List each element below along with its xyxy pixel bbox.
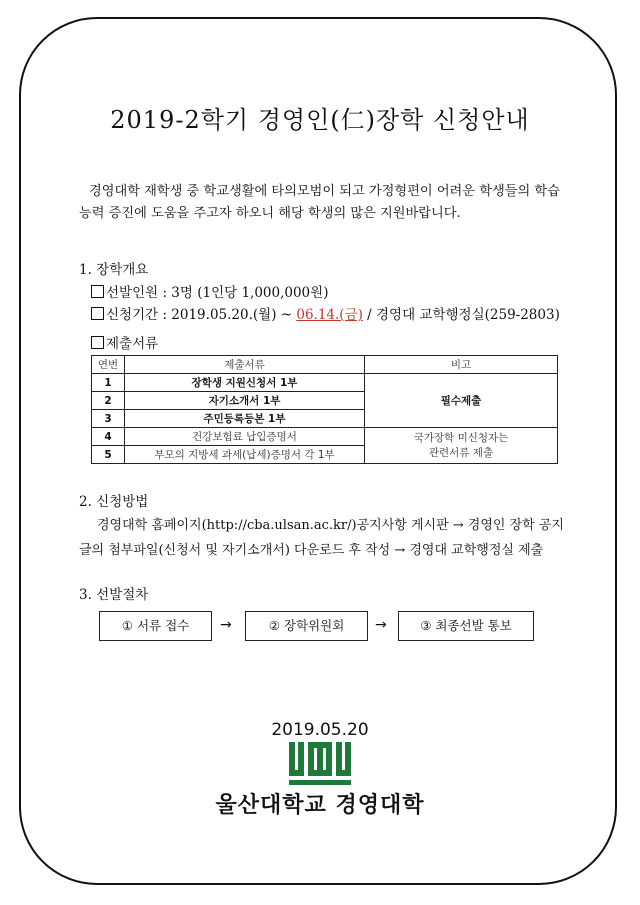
table-row: 1 장학생 지원신청서 1부 필수제출 bbox=[92, 374, 558, 392]
document-date: 2019.05.20 bbox=[271, 720, 369, 740]
checkbox-icon bbox=[91, 285, 104, 298]
checkbox-icon bbox=[91, 307, 104, 320]
period-line: 신청기간 : 2019.05.20.(월) ~ 06.14.(금) / 경영대 교학행정실(259-2803) bbox=[91, 303, 560, 323]
method-paragraph: 경영대학 홈페이지(http://cba.ulsan.ac.kr/)공지사항 게시판 → 경영인 장학 공지글의 첨부파일(신청서 및 자기소개서) 다운로드 후 작성 → 경영대 교학행정실 제출 bbox=[79, 518, 564, 558]
arrow-icon: → bbox=[220, 617, 232, 633]
documents-label: 제출서류 bbox=[91, 332, 158, 352]
table-header: 연번 bbox=[92, 356, 125, 374]
quota-line: 선발인원 : 3명 (1인당 1,000,000원) bbox=[91, 281, 328, 301]
step-committee: ② 장학위원회 bbox=[245, 611, 368, 641]
documents-table bbox=[91, 355, 558, 464]
optional-note: 국가장학 미신청자는 관련서류 제출 bbox=[365, 428, 558, 464]
section-process-heading: 3. 선발절차 bbox=[79, 587, 149, 603]
section-method-heading: 2. 신청방법 bbox=[79, 494, 149, 510]
university-logo-icon bbox=[289, 742, 351, 786]
table-row: 5 부모의 지방세 과세(납세)증명서 각 1부 bbox=[92, 446, 558, 464]
arrow-icon: → bbox=[375, 617, 387, 633]
table-row: 2 자기소개서 1부 bbox=[92, 392, 558, 410]
table-row: 4 건강보험료 납입증명서 국가장학 미신청자는 관련서류 제출 bbox=[92, 428, 558, 446]
step-final-notice: ③ 최종선발 통보 bbox=[398, 611, 534, 641]
university-name: 울산대학교 경영대학 bbox=[215, 793, 425, 818]
required-note: 필수제출 bbox=[365, 374, 558, 428]
section-overview-heading: 1. 장학개요 bbox=[79, 262, 149, 278]
intro-paragraph: 경영대학 재학생 중 학교생활에 타의모범이 되고 가정형편이 어려운 학생들의 학습능력 증진에 도움을 주고자 하오니 해당 학생의 많은 지원바랍니다. bbox=[79, 184, 560, 221]
table-header: 제출서류 bbox=[125, 356, 365, 374]
page-title: 2019-2학기 경영인(仁)장학 신청안내 bbox=[110, 106, 530, 134]
table-header: 비고 bbox=[365, 356, 558, 374]
table-header-row bbox=[92, 356, 558, 374]
table-row: 3 주민등록등본 1부 bbox=[92, 410, 558, 428]
checkbox-icon bbox=[91, 336, 104, 349]
step-document-submission: ① 서류 접수 bbox=[99, 611, 212, 641]
deadline-date: 06.14.(금) bbox=[296, 307, 363, 323]
